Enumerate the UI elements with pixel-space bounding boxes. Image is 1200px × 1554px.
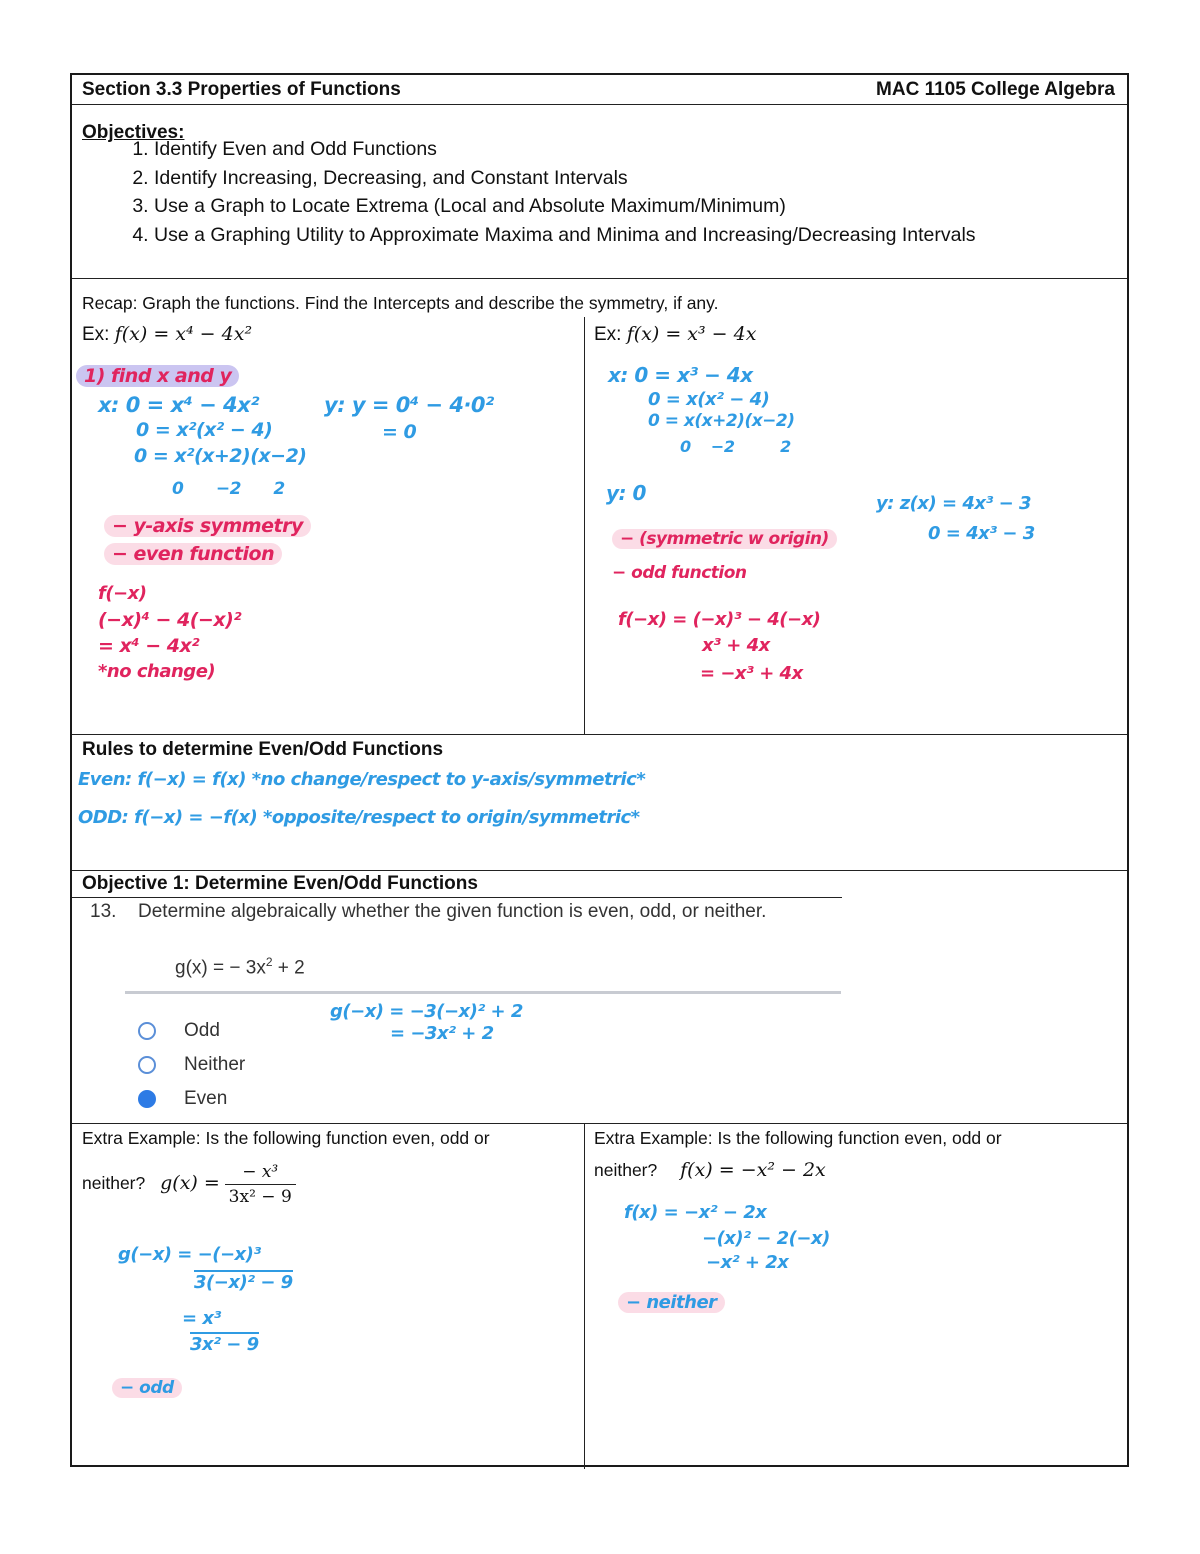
extra-right-line2: neither? f(x) = −x² − 2x xyxy=(594,1159,826,1181)
extra-left-fraction: $\frac{\text{− x³}}{\text{3x² − 9}}$ xyxy=(225,1160,296,1209)
note-ex3-e: − odd xyxy=(112,1378,182,1398)
note-y1-a: y: y = 0⁴ − 4·0² xyxy=(324,393,494,417)
header-row xyxy=(72,75,1127,105)
objective1-heading: Objective 1: Determine Even/Odd Functions xyxy=(82,873,478,894)
note-ex4-c: −x² + 2x xyxy=(706,1252,789,1273)
column-divider xyxy=(584,317,585,734)
note-rule-odd: ODD: f(−x) = −f(x) *opposite/respect to origin/symmetric* xyxy=(78,807,640,828)
note-x1-roots: 0 −2 2 xyxy=(172,479,285,499)
course-title: MAC 1105 College Algebra xyxy=(876,79,1115,100)
note-sym1-b: − even function xyxy=(104,543,282,565)
note-sym1-a: − y-axis symmetry xyxy=(104,515,311,537)
recap-row xyxy=(72,279,1127,735)
note-sym2-b: − odd function xyxy=(612,563,747,583)
worksheet xyxy=(70,73,1129,1467)
note-find-xy: 1) find x and y xyxy=(76,365,239,387)
extra-left-line1: Extra Example: Is the following function even, odd or xyxy=(82,1128,490,1148)
note-f1-a: f(−x) xyxy=(98,583,147,604)
note-ex4-b: −(x)² − 2(−x) xyxy=(702,1228,830,1249)
example-2-formula: f(x) = x³ − 4x xyxy=(626,323,757,345)
note-f2-a: f(−x) = (−x)³ − 4(−x) xyxy=(618,609,821,630)
example-1-formula: f(x) = x⁴ − 4x² xyxy=(114,323,253,345)
extra-left-line2: neither? g(x) = $\frac{\text{− x³}}{\text{3x² − 9}}$ xyxy=(82,1160,296,1209)
objective1-row: Objective 1: Determine Even/Odd Functions 13. Determine algebraically whether the given function is even, odd, or neither. g(x) = − $3x^2 + 2$ Odd Neither Even g(−x) = −3(−x)² + 2 = −3x² + 2 xyxy=(72,871,1127,1124)
note-x2-b: 0 = x(x² − 4) xyxy=(648,389,770,410)
extra-left-lhs: g(x) = xyxy=(160,1172,220,1195)
note-q13-b: = −3x² + 2 xyxy=(390,1023,494,1044)
objective-item: 3. Use a Graph to Locate Extrema (Local and Absolute Maximum/Minimum) xyxy=(154,192,976,221)
extra-examples-row xyxy=(72,1124,1127,1469)
question-text: Determine algebraically whether the given function is even, odd, or neither. xyxy=(138,901,767,922)
note-y2: y: 0 xyxy=(606,481,646,505)
rules-row xyxy=(72,735,1127,871)
example-2-label: Ex: f(x) = x³ − 4x xyxy=(594,323,757,345)
objective-item: 2. Identify Increasing, Decreasing, and Constant Intervals xyxy=(154,164,976,193)
objective-item: 1. Identify Even and Odd Functions xyxy=(154,135,976,164)
note-ex3-b: 3(−x)² − 9 xyxy=(194,1272,293,1293)
note-ex4-a: f(x) = −x² − 2x xyxy=(624,1202,767,1223)
heading-underline xyxy=(72,897,842,898)
note-y2b-b: 0 = 4x³ − 3 xyxy=(928,523,1035,544)
example-1-label: Ex: f(x) = x⁴ − 4x² xyxy=(82,323,253,345)
note-ex3-d: 3x² − 9 xyxy=(190,1334,259,1355)
note-ex3-a: g(−x) = −(−x)³ xyxy=(118,1244,261,1265)
note-f1-d: *no change) xyxy=(98,661,216,682)
column-divider xyxy=(584,1124,585,1469)
radio-odd[interactable] xyxy=(138,1022,156,1040)
note-x2-a: x: 0 = x³ − 4x xyxy=(608,363,753,387)
note-y1-b: = 0 xyxy=(382,421,417,443)
extra-right-expr: f(x) = −x² − 2x xyxy=(680,1159,826,1181)
note-f1-c: = x⁴ − 4x² xyxy=(98,635,200,657)
note-y2b-a: y: z(x) = 4x³ − 3 xyxy=(876,493,1032,514)
note-f2-c: = −x³ + 4x xyxy=(700,663,803,684)
objectives-heading: Objectives: xyxy=(82,122,185,143)
note-x2-c: 0 = x(x+2)(x−2) xyxy=(648,411,795,431)
note-ex3-c: = x³ xyxy=(182,1308,221,1329)
note-x2-roots: 0 −2 2 xyxy=(680,437,791,456)
question-separator xyxy=(125,991,841,994)
question-number: 13. xyxy=(90,901,117,922)
extra-right-line1: Extra Example: Is the following function even, odd or xyxy=(594,1128,1002,1148)
rules-heading: Rules to determine Even/Odd Functions xyxy=(82,739,444,760)
objectives-row xyxy=(72,105,1127,279)
note-q13-a: g(−x) = −3(−x)² + 2 xyxy=(330,1001,523,1022)
objective-item: 4. Use a Graphing Utility to Approximate Maxima and Minima and Increasing/Decreasing Intervals xyxy=(154,221,976,250)
radio-neither[interactable] xyxy=(138,1056,156,1074)
objectives-list xyxy=(118,135,976,249)
note-x1-a: x: 0 = x⁴ − 4x² xyxy=(98,393,259,417)
section-title: Section 3.3 Properties of Functions xyxy=(82,79,401,100)
note-x1-c: 0 = x²(x+2)(x−2) xyxy=(134,445,307,467)
note-f1-b: (−x)⁴ − 4(−x)² xyxy=(98,609,242,631)
note-x1-b: 0 = x²(x² − 4) xyxy=(136,419,273,441)
recap-intro: Recap: Graph the functions. Find the Intercepts and describe the symmetry, if any. xyxy=(82,293,719,313)
note-ex4-d: − neither xyxy=(618,1292,725,1313)
note-sym2-a: − (symmetric w origin) xyxy=(612,529,837,549)
note-f2-b: x³ + 4x xyxy=(702,635,770,656)
radio-even-selected[interactable] xyxy=(138,1090,156,1108)
question-function: g(x) = − $3x^2 + 2$ xyxy=(175,955,305,979)
note-rule-even: Even: f(−x) = f(x) *no change/respect to y-axis/symmetric* xyxy=(78,769,646,790)
